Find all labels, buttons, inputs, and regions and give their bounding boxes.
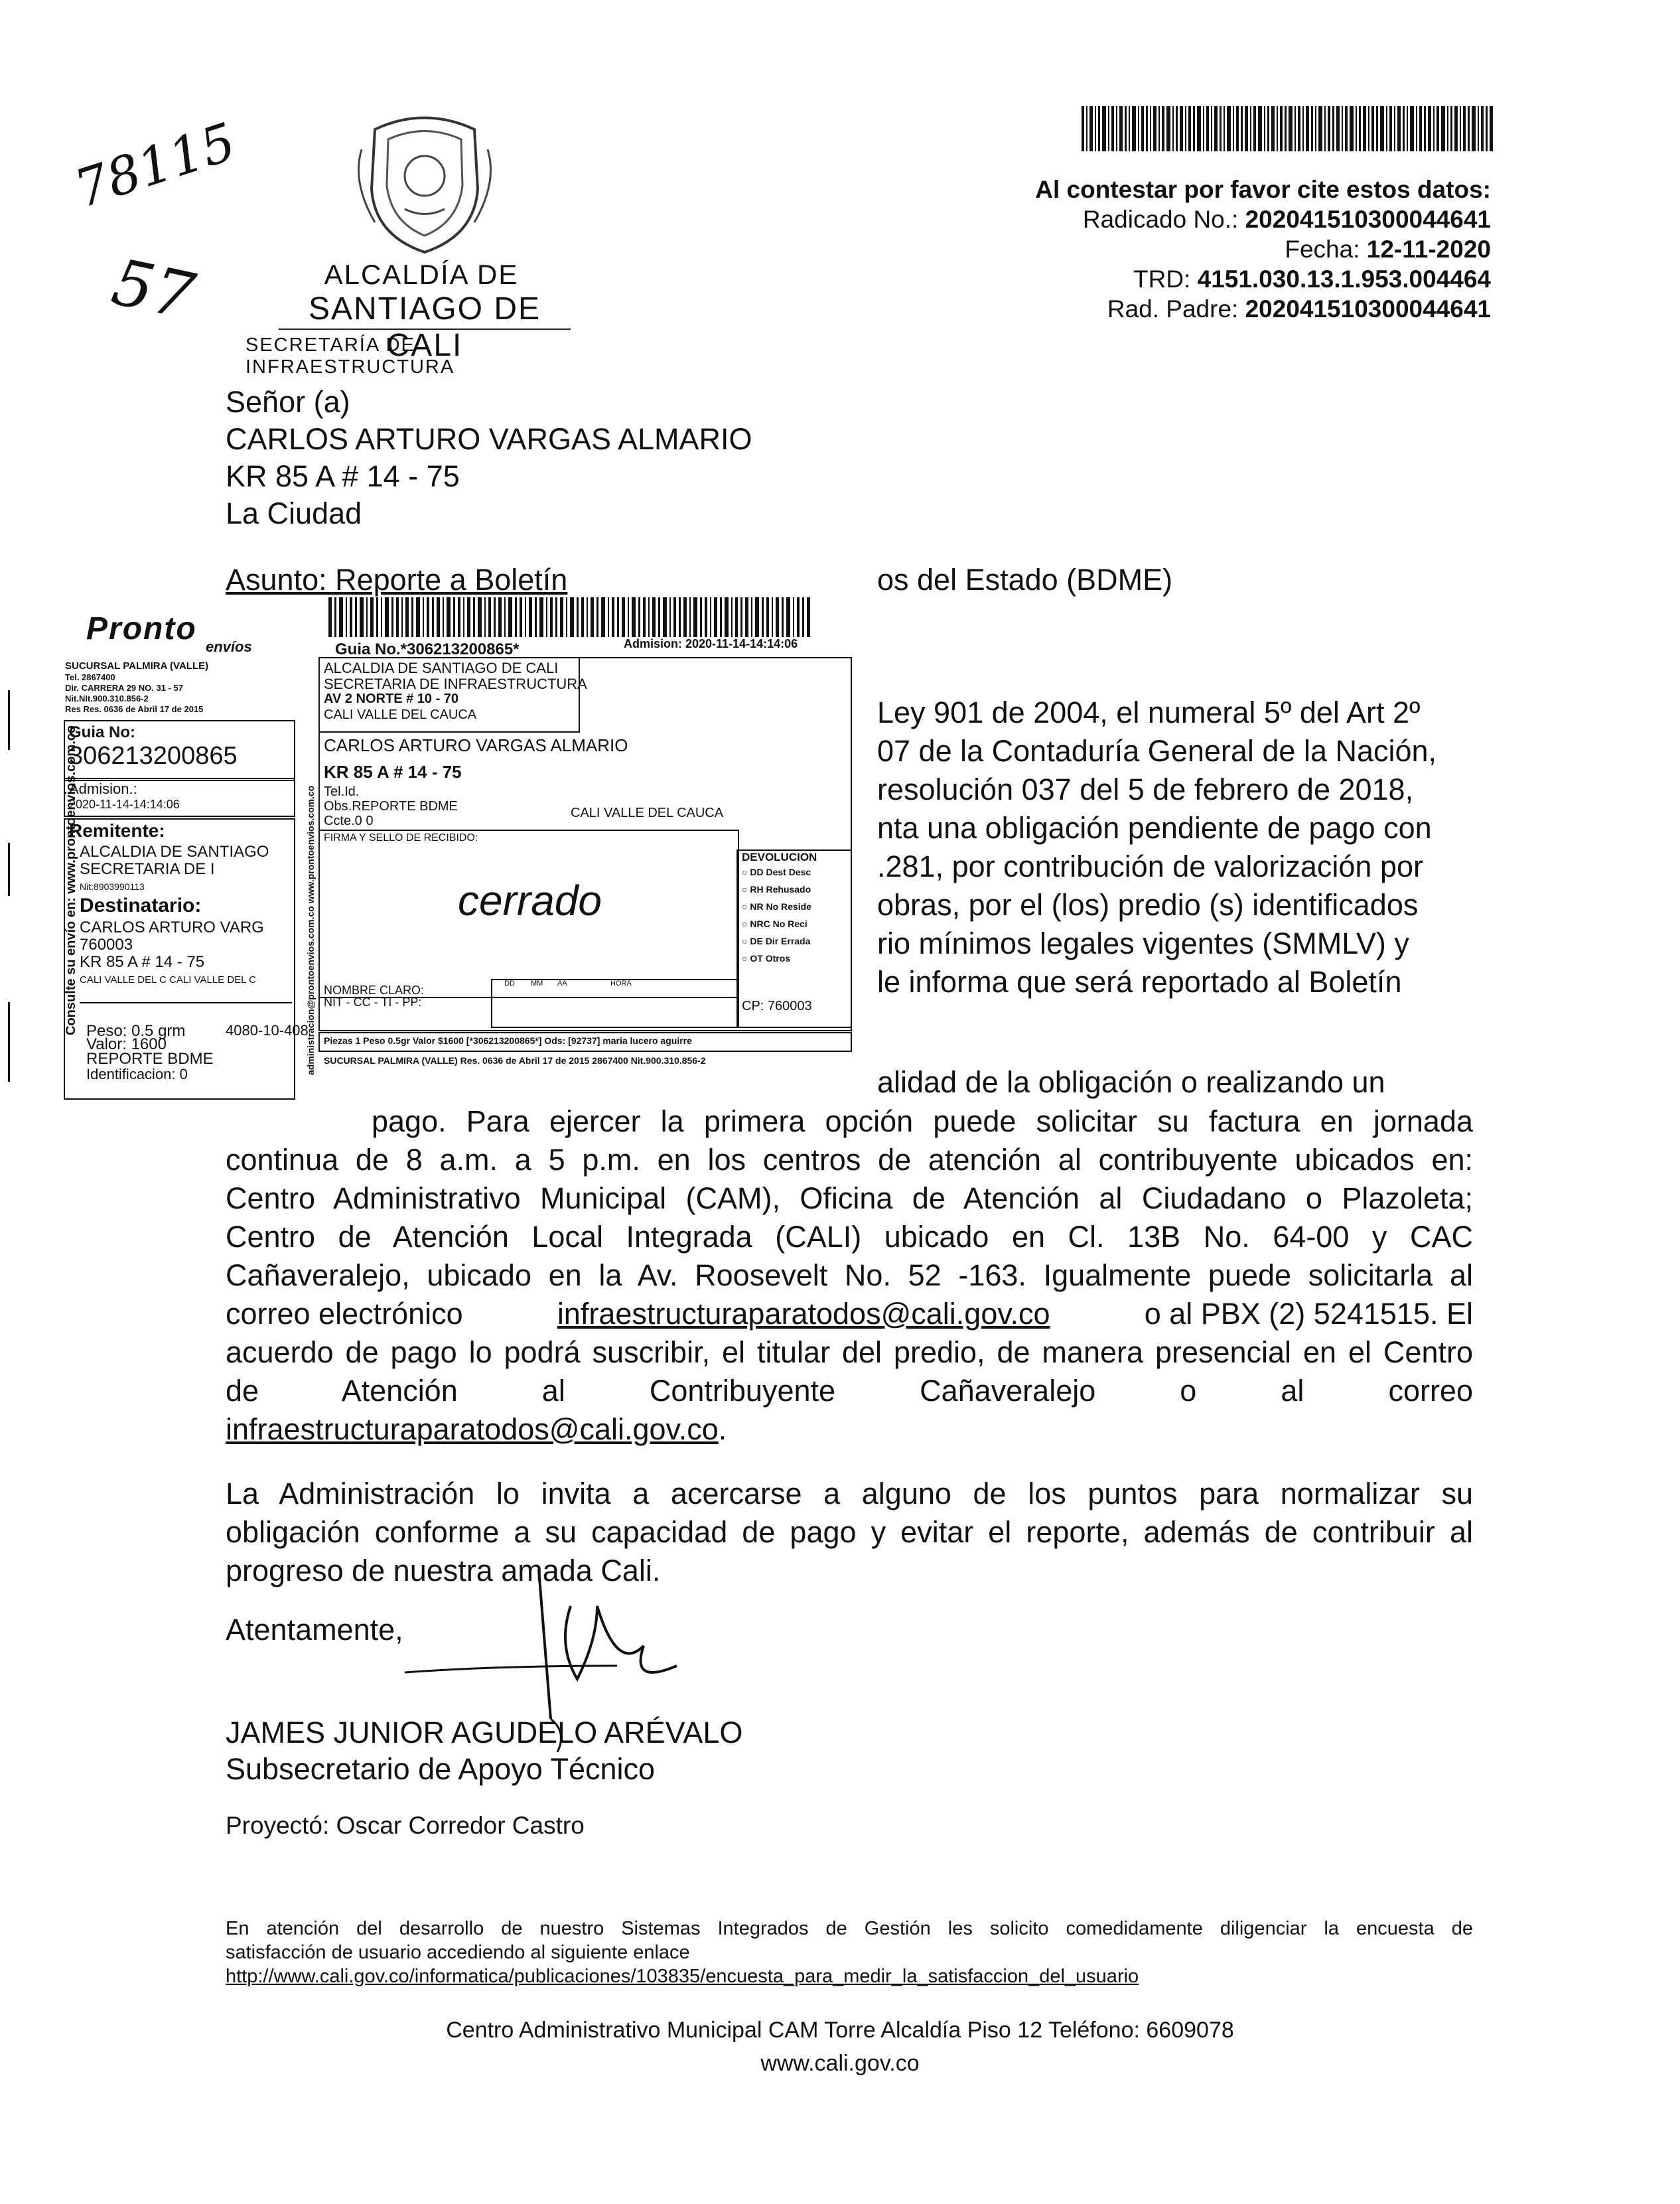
org-name-line1: ALCALDÍA DE	[324, 259, 519, 290]
fecha-row: Fecha: 12-11-2020	[1285, 236, 1491, 263]
brand-logo: Pronto	[86, 611, 197, 646]
reference-intro: Al contestar por favor cite estos datos:	[1035, 176, 1491, 203]
sender-line: SECRETARIA DE INFRAESTRUCTURA	[324, 676, 587, 692]
divider	[80, 1002, 292, 1003]
trd-row: TRD: 4151.030.13.1.953.004464	[1133, 265, 1491, 293]
guia-number: 306213200865	[69, 742, 238, 770]
body-line: obligación conforme a su capacidad de pago y evitar el reporte, además de contribuir al	[226, 1515, 1473, 1549]
handwritten-mark: 57	[105, 244, 201, 334]
signer-title: Subsecretario de Apoyo Técnico	[226, 1752, 656, 1786]
body-fragment: obras, por el (los) predio (s) identificados	[877, 888, 1419, 922]
devolucion-option[interactable]: ○ NRC No Reci	[742, 918, 807, 929]
bottom-line: SUCURSAL PALMIRA (VALLE) Res. 0636 de Abril 17 de 2015 2867400 Nit.900.310.856-2	[324, 1055, 706, 1066]
department-name: SECRETARÍA DE INFRAESTRUCTURA	[245, 334, 455, 378]
recipient-line: CARLOS ARTURO VARGAS ALMARIO	[324, 735, 628, 755]
devolucion-option[interactable]: ○ RH Rehusado	[742, 884, 811, 895]
branch: SUCURSAL PALMIRA (VALLE)	[65, 660, 209, 672]
handwritten-number: 78115	[68, 111, 243, 220]
destinatario-address: KR 85 A # 14 - 75	[80, 953, 205, 971]
body-fragment: alidad de la obligación o realizando un	[877, 1065, 1385, 1099]
date-dd: DD	[504, 980, 515, 988]
body-line: pago. Para ejercer la primera opción puede solicitar su factura en jornada	[372, 1104, 1473, 1138]
admision-value: 2020-11-14-14:14:06	[69, 798, 180, 811]
recipient-line: Tel.Id.	[324, 784, 360, 799]
destinatario-label: Destinatario:	[80, 895, 202, 917]
coat-of-arms-logo	[348, 110, 501, 259]
body-fragment: Ley 901 de 2004, el numeral 5º del Art 2º	[877, 696, 1421, 729]
label-side-text: administracion@prontoenvios.com.co www.prontoenvios.com.co	[305, 785, 316, 1075]
body-line: continua de 8 a.m. a 5 p.m. en los centros de atención al contribuyente ubicados en:	[226, 1143, 1473, 1177]
sender-line: CALI VALLE DEL CAUCA	[324, 707, 477, 722]
body-line: de Atención al Contribuyente Cañaveralejo o al correo	[226, 1374, 1473, 1408]
destinatario-cp: 760003	[80, 936, 133, 954]
remitente-nit: Nit:8903990113	[80, 881, 145, 892]
branch-tel: Tel. 2867400	[65, 672, 115, 682]
guia-full: Guia No.*306213200865*	[335, 640, 520, 658]
recipient-line: Ccte.0 0	[324, 814, 374, 828]
signer-name: JAMES JUNIOR AGUDELO ARÉVALO	[226, 1716, 743, 1749]
body-fragment: le informa que será reportado al Boletín	[877, 965, 1402, 999]
recipient-city: La Ciudad	[226, 496, 362, 530]
body-fragment: 07 de la Contaduría General de la Nación,	[877, 734, 1437, 768]
body-line: Centro de Atención Local Integrada (CALI) ubicado en Cl. 13B No. 64-00 y CAC	[226, 1220, 1473, 1254]
devolucion-title: DEVOLUCION	[742, 851, 817, 863]
body-line: Cañaveralejo, ubicado en la Av. Roosevelt No. 52 -163. Igualmente puede solicitarla al	[226, 1258, 1473, 1292]
body-fragment: rio mínimos legales vigentes (SMMLV) y	[877, 926, 1409, 960]
branch-nit: Nit.NIt.900.310.856-2	[65, 694, 149, 703]
branch-res: Res Res. 0636 de Abril 17 de 2015	[65, 704, 204, 714]
date-mm: MM	[531, 980, 543, 988]
remitente-label: Remitente:	[69, 820, 165, 841]
body-line: La Administración lo invita a acercarse a alguno de los puntos para normalizar su	[226, 1477, 1473, 1510]
date-aa: AA	[557, 980, 567, 988]
label-barcode	[328, 597, 813, 637]
guia-label: Guia No:	[69, 723, 135, 741]
footer-address: Centro Administrativo Municipal CAM Torre Alcaldía Piso 12 Teléfono: 6609078	[446, 2018, 1234, 2043]
sender-line: ALCALDIA DE SANTIAGO DE CALI	[324, 660, 559, 676]
remitente-line: ALCALDIA DE SANTIAGO	[80, 843, 269, 861]
admision-full: Admision: 2020-11-14-14:14:06	[624, 637, 798, 650]
subject-tail: os del Estado (BDME)	[877, 563, 1173, 597]
recipient-name: CARLOS ARTURO VARGAS ALMARIO	[226, 422, 752, 456]
body-line: acuerdo de pago lo podrá suscribir, el titular del predio, de manera presencial en el Centro	[226, 1335, 1473, 1369]
nit-cc-label: NIT - CC - TI - PP:	[324, 995, 422, 1009]
salutation: Señor (a)	[226, 385, 350, 419]
email-link[interactable]: infraestructuraparatodos@cali.gov.co	[226, 1412, 719, 1446]
handwritten-cerrado: cerrado	[458, 877, 602, 924]
shipping-label	[40, 597, 863, 1102]
body-line: correo electrónico infraestructuraparatodos@cali.gov.co o al PBX (2) 5241515. El	[226, 1297, 1473, 1331]
branch-dir: Dir. CARRERA 29 NO. 31 - 57	[65, 683, 183, 693]
body-line: Centro Administrativo Municipal (CAM), Oficina de Atención al Ciudadano o Plazoleta;	[226, 1181, 1473, 1215]
body-fragment: .281, por contribución de valorización por	[877, 849, 1423, 883]
bottom-line: Piezas 1 Peso 0.5gr Valor $1600 [*306213200865*] Ods: [92737] maria lucero aguirre	[324, 1035, 692, 1046]
recipient-line: KR 85 A # 14 - 75	[324, 762, 462, 782]
devolucion-option[interactable]: ○ NR No Reside	[742, 901, 811, 912]
devolucion-option[interactable]: ○ DD Dest Desc	[742, 867, 811, 877]
divider	[279, 329, 571, 330]
recipient-line: Obs.REPORTE BDME	[324, 799, 458, 814]
barcode	[1082, 106, 1493, 151]
recipient-city: CALI VALLE DEL CAUCA	[571, 806, 724, 820]
body-fragment: nta una obligación pendiente de pago con	[877, 811, 1432, 845]
destinatario-city: CALI VALLE DEL C CALI VALLE DEL C	[80, 974, 256, 986]
obs: REPORTE BDME	[86, 1050, 214, 1068]
survey-text: En atención del desarrollo de nuestro Sistemas Integrados de Gestión les solicito comedidamente diligenciar la encuesta de	[226, 1918, 1473, 1939]
peso: Peso: 0.5 grm	[86, 1022, 186, 1040]
sender-line: AV 2 NORTE # 10 - 70	[324, 692, 459, 706]
identificacion: Identificacion: 0	[86, 1066, 188, 1082]
cp-value: CP: 760003	[742, 999, 812, 1013]
survey-link[interactable]: http://www.cali.gov.co/informatica/publicaciones/103835/encuesta_para_medir_la_satisfaccion_del_usuario	[226, 1966, 1139, 1987]
nombre-label: NOMBRE CLARO:	[324, 984, 425, 997]
devolucion-option[interactable]: ○ DE Dir Errada	[742, 936, 811, 946]
label-code: 4080-10-408	[226, 1022, 309, 1039]
recipient-address: KR 85 A # 14 - 75	[226, 459, 460, 493]
brand-sub: envíos	[206, 638, 252, 655]
footer-website: www.cali.gov.co	[760, 2051, 920, 2076]
margin-mark	[8, 1002, 10, 1082]
admision-label: Admision.:	[69, 780, 137, 797]
closing-greeting: Atentamente,	[226, 1613, 403, 1647]
email-link[interactable]: infraestructuraparatodos@cali.gov.co	[557, 1297, 1050, 1331]
margin-mark	[8, 843, 10, 896]
body-fragment: resolución 037 del 5 de febrero de 2018,	[877, 772, 1414, 806]
valor: Valor: 1600	[86, 1035, 167, 1053]
body-line: infraestructuraparatodos@cali.gov.co.	[226, 1412, 727, 1446]
survey-text: satisfacción de usuario accediendo al siguiente enlace	[226, 1942, 690, 1963]
date-hora: HORA	[610, 980, 632, 988]
projected-by: Proyectó: Oscar Corredor Castro	[226, 1812, 585, 1839]
destinatario-line: CARLOS ARTURO VARG	[80, 918, 264, 936]
subject-prefix: Asunto: Reporte a Boletín	[226, 563, 568, 597]
label-side-text: Consulte su envío en: www.prontoenvios.com.co	[64, 725, 78, 1035]
rad-padre-row: Rad. Padre: 202041510300044641	[1107, 295, 1491, 323]
remitente-line: SECRETARIA DE I	[80, 860, 215, 878]
devolucion-option[interactable]: ○ OT Otros	[742, 953, 791, 964]
org-name-line2: SANTIAGO DE CALI	[308, 291, 541, 363]
signature-label: FIRMA Y SELLO DE RECIBIDO:	[324, 832, 478, 844]
margin-mark	[8, 690, 10, 750]
radicado-row: Radicado No.: 202041510300044641	[1082, 206, 1491, 233]
body-line: progreso de nuestra amada Cali.	[226, 1554, 661, 1587]
